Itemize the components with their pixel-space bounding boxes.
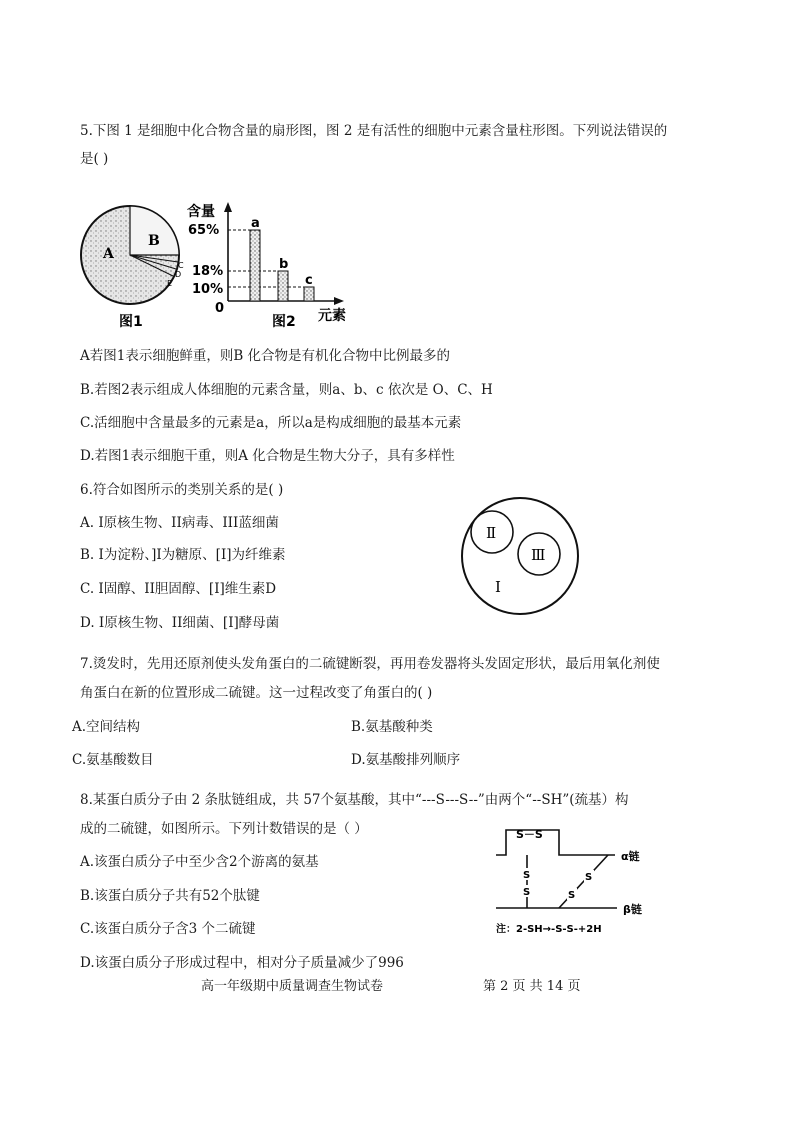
- q7-stem-line1: 7.烫发时，先用还原剂使头发角蛋白的二硫键断裂，再用卷发器将头发固定形状，最后用氧化剂使: [80, 656, 660, 672]
- q8-option-d: D.该蛋白质分子形成过程中，相对分子质量减少了996: [80, 955, 404, 971]
- pie-label-a: A: [103, 246, 114, 262]
- q5-stem-line2: 是( ): [80, 151, 109, 167]
- q5-option-a: A若图1表示细胞鲜重，则B 化合物是有机化合物中比例最多的: [80, 348, 451, 364]
- x-axis-title: 元素: [318, 308, 346, 324]
- q5-figure2-bar-chart: [182, 198, 354, 333]
- venn-label-outer: I: [495, 578, 501, 596]
- origin-label: 0: [215, 301, 225, 316]
- bar-label-b: b: [279, 257, 289, 272]
- tick-65: 65%: [188, 223, 220, 238]
- q6-venn-diagram: [450, 494, 590, 618]
- footer-title: 高一年级期中质量调查生物试卷: [201, 979, 384, 994]
- s-atom-1: S: [523, 870, 531, 881]
- figure2-caption: 图2: [272, 314, 296, 330]
- q8-stem-line1: 8.某蛋白质分子由 2 条肽链组成，共 57个氨基酸，其中“---S---S--”由两个“--SH”(巯基）构: [80, 792, 629, 808]
- q6-option-c: C. I固醇、II胆固醇、[I]维生素D: [80, 581, 277, 597]
- q5-figure1-pie: [75, 200, 190, 335]
- venn-label-inner2: Ⅲ: [531, 546, 546, 564]
- diagram-note: 注：2-SH→-S-S-+2H: [496, 924, 602, 935]
- pie-label-e: E: [167, 279, 173, 288]
- footer-page-number: 第 2 页 共 14 页: [483, 979, 581, 994]
- ss-bridge-label: S－S: [516, 828, 543, 841]
- q8-stem-line2: 成的二硫键，如图所示。下列计数错误的是（ ）: [80, 821, 368, 837]
- venn-label-inner1: Ⅱ: [486, 524, 497, 542]
- q8-option-b: B.该蛋白质分子共有52个肽键: [80, 888, 260, 904]
- bar-a: [250, 230, 260, 301]
- tick-18: 18%: [192, 264, 224, 279]
- pie-label-d: D: [175, 270, 182, 279]
- q8-option-a: A.该蛋白质分子中至少含2个游离的氨基: [80, 854, 319, 870]
- s-atom-2: S: [523, 887, 531, 898]
- q7-option-d: D.氨基酸排列顺序: [351, 752, 461, 768]
- s-atom-3: S: [568, 890, 576, 901]
- q5-stem-line1: 5.下图 1 是细胞中化合物含量的扇形图，图 2 是有活性的细胞中元素含量柱形图。下列说法错误的: [80, 123, 668, 139]
- q6-option-d: D. I原核生物、II细菌、[I]酵母菌: [80, 615, 280, 631]
- q5-option-c: C.活细胞中含量最多的元素是a，所以a是构成细胞的最基本元素: [80, 415, 462, 431]
- bar-label-c: c: [305, 273, 313, 288]
- y-axis-title: 含量: [187, 204, 215, 220]
- s-atom-4: S: [585, 872, 593, 883]
- beta-chain-label: β链: [623, 903, 642, 916]
- figure1-caption: 图1: [119, 314, 143, 330]
- alpha-chain-label: α链: [621, 850, 640, 863]
- bar-b: [278, 271, 288, 301]
- q6-option-b: B. I为淀粉、]I为糖原、[I]为纤维素: [80, 547, 286, 563]
- bar-c: [304, 287, 314, 301]
- tick-10: 10%: [192, 282, 224, 297]
- q8-option-c: C.该蛋白质分子含3 个二硫键: [80, 921, 256, 937]
- q7-option-a: A.空间结构: [72, 719, 141, 735]
- q8-disulfide-diagram: [490, 822, 650, 938]
- pie-label-c: C: [178, 261, 184, 270]
- q7-stem-line2: 角蛋白在新的位置形成二硫键。这一过程改变了角蛋白的( ): [80, 685, 433, 701]
- q6-option-a: A. I原核生物、II病毒、III蓝细菌: [80, 515, 279, 531]
- q7-option-b: B.氨基酸种类: [351, 719, 433, 735]
- q6-stem: 6.符合如图所示的类别关系的是( ): [80, 482, 284, 498]
- q5-option-d: D.若图1表示细胞干重，则A 化合物是生物大分子，具有多样性: [80, 448, 455, 464]
- q7-option-c: C.氨基酸数目: [72, 752, 154, 768]
- pie-label-b: B: [148, 233, 160, 249]
- q5-option-b: B.若图2表示组成人体细胞的元素含量，则a、b、c 依次是 O、C、H: [80, 382, 493, 398]
- bar-label-a: a: [251, 216, 260, 231]
